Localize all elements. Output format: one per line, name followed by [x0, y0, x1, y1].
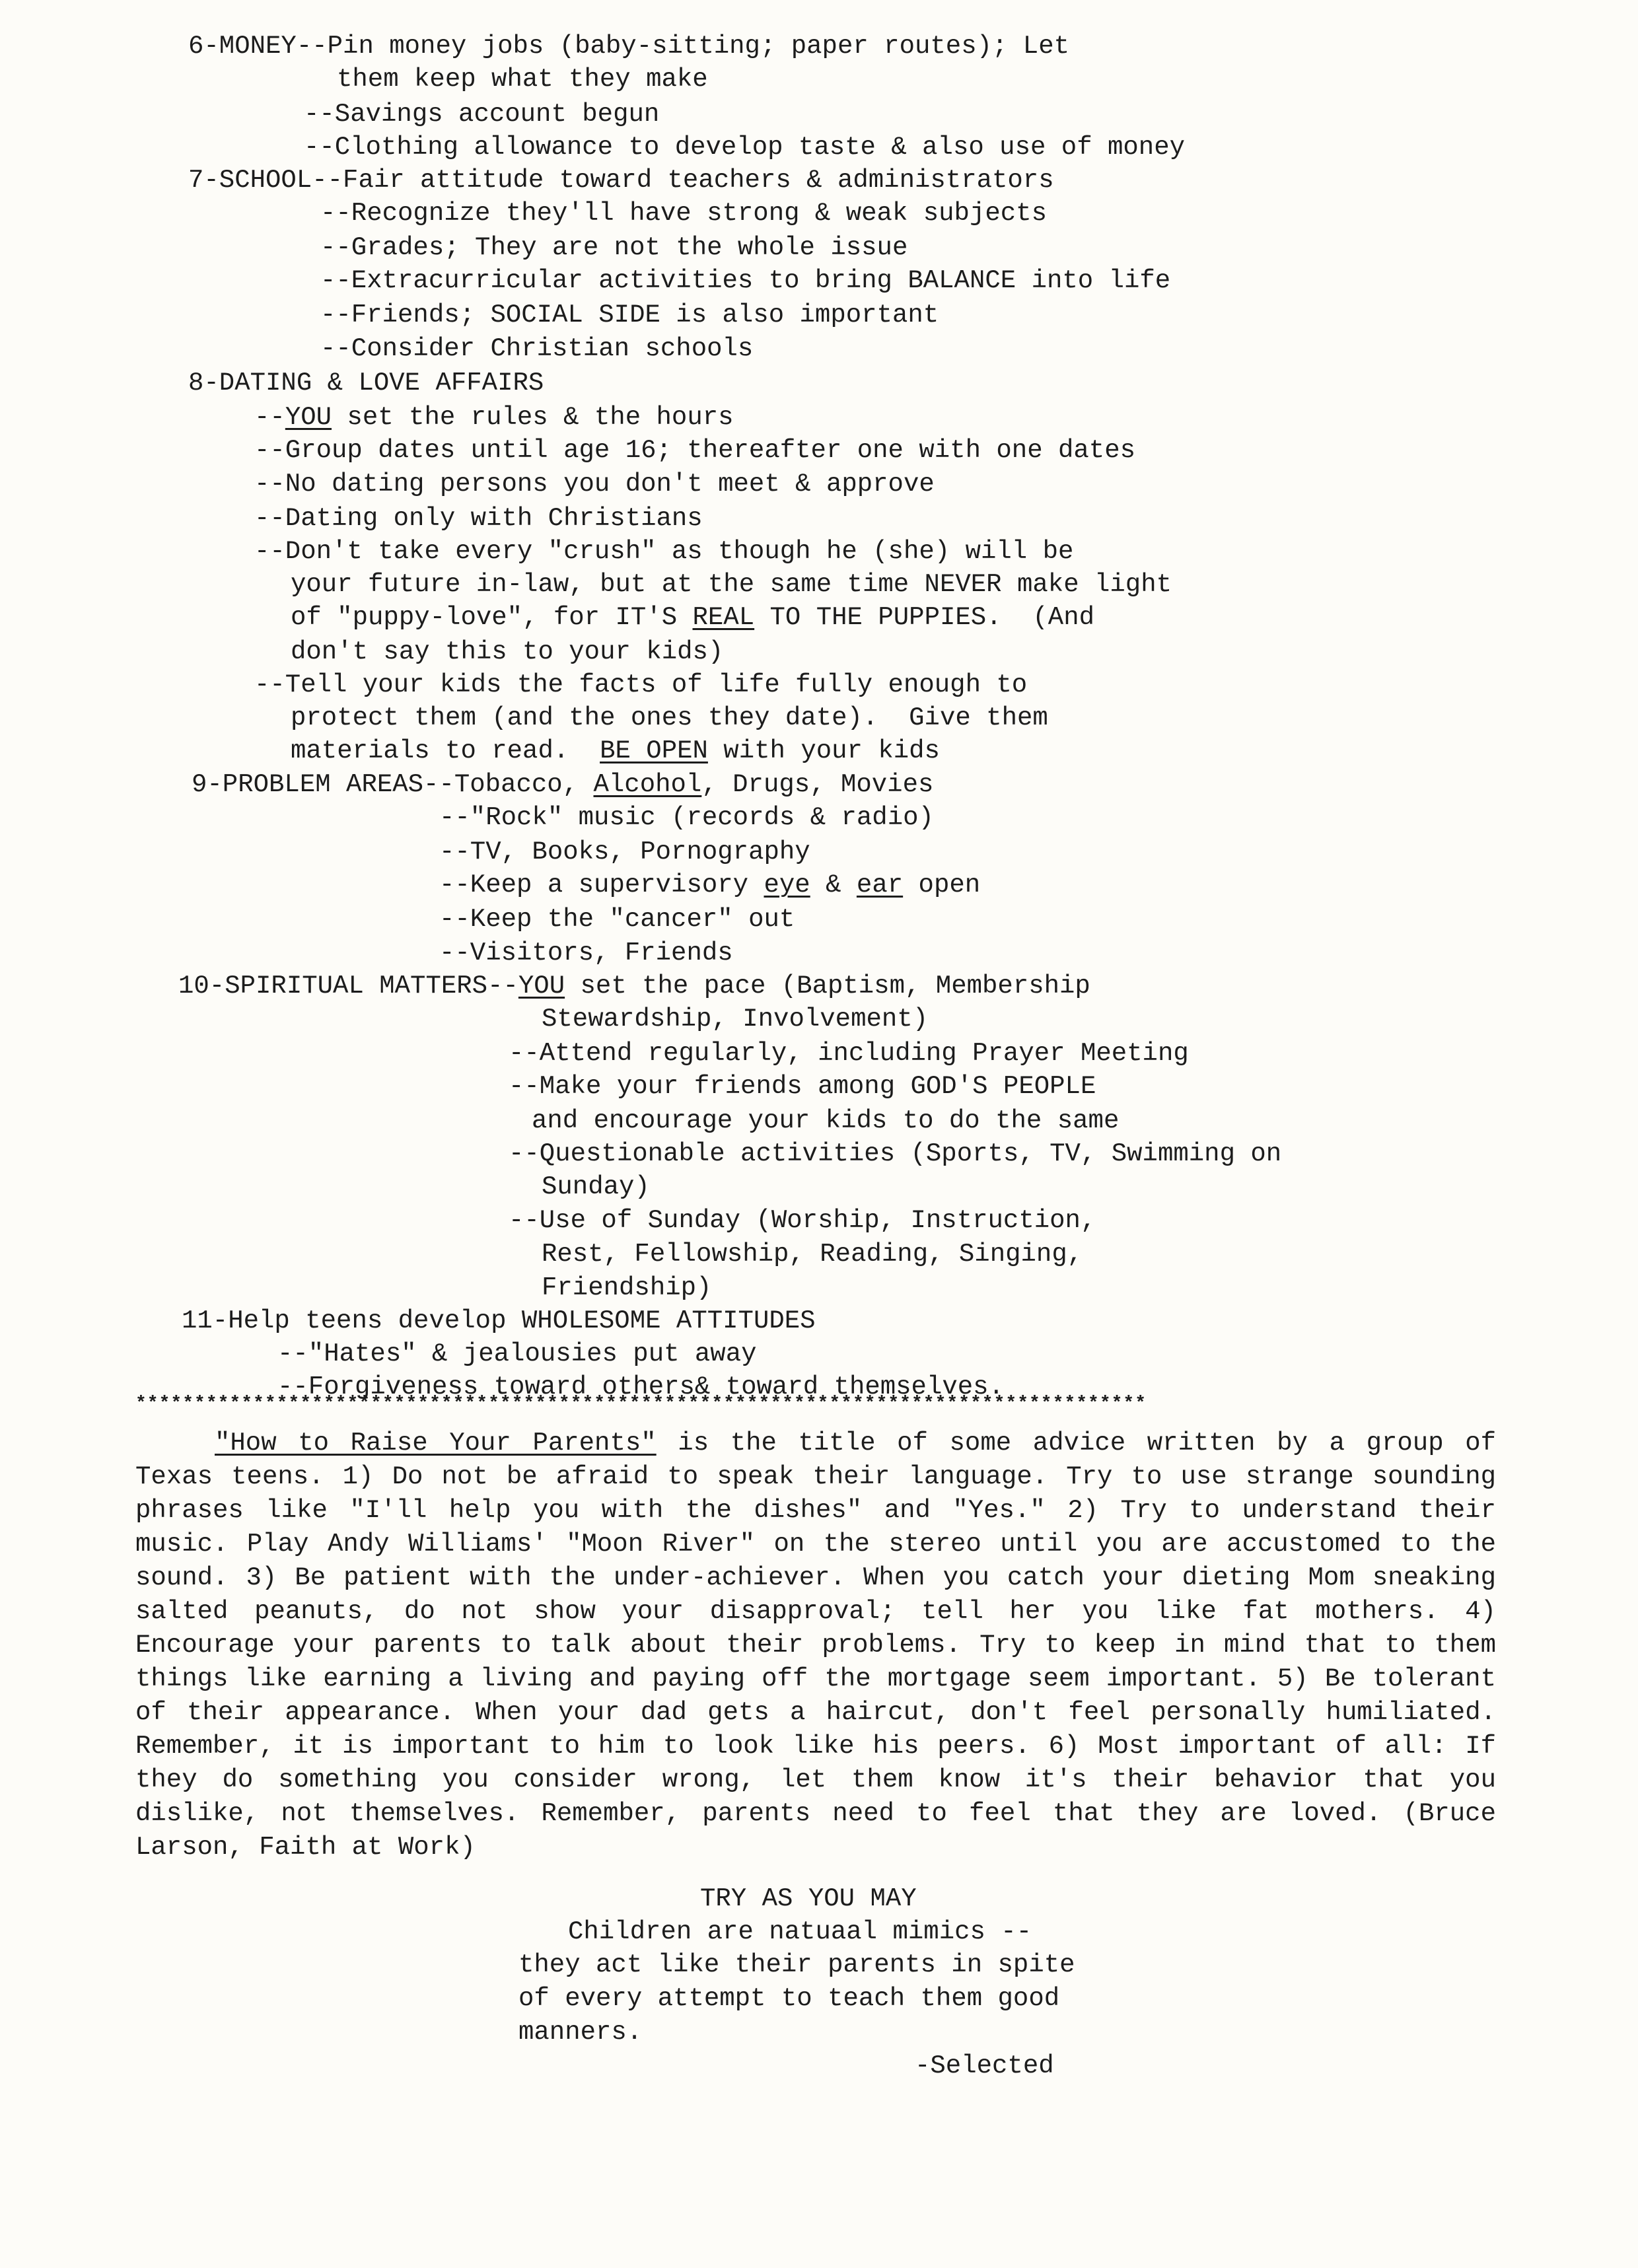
problem-line-5: --Keep the "cancer" out	[439, 905, 795, 934]
spiritual-line-5: and encourage your kids to do the same	[532, 1106, 1120, 1135]
problem-line-4-prefix: --Keep a supervisory	[439, 870, 764, 900]
attitudes-line-1: 11-Help teens develop WHOLESOME ATTITUDES	[182, 1306, 816, 1335]
attitudes-line-2: --"Hates" & jealousies put away	[277, 1339, 757, 1368]
dating-line-7-prefix: of "puppy-love", for IT'S	[291, 603, 693, 632]
money-line-4: --Clothing allowance to develop taste & also use of money	[304, 133, 1186, 162]
money-line-2: them keep what they make	[337, 65, 708, 94]
problem-line-6: --Visitors, Friends	[439, 939, 733, 968]
problem-line-4-mid: &	[810, 870, 857, 900]
dating-line-6: your future in-law, but at the same time NEVER make light	[291, 570, 1172, 599]
dating-line-1-prefix: --	[254, 403, 285, 432]
spiritual-line-7: Sunday)	[542, 1172, 650, 1201]
problem-line-2: --"Rock" music (records & radio)	[439, 803, 934, 832]
poem-line-3: of every attempt to teach them good	[518, 1984, 1060, 2013]
money-line-1: 6-MONEY--Pin money jobs (baby-sitting; paper routes); Let	[188, 32, 1070, 61]
poem-title: TRY AS YOU MAY	[700, 1884, 917, 1913]
dating-line-11-prefix: materials to read.	[291, 736, 600, 765]
asterisk-separator: **************************************************************************************	[135, 1394, 1147, 1414]
poem-credit: -Selected	[915, 2051, 1054, 2080]
article-title: "How to Raise Your Parents"	[215, 1429, 657, 1458]
school-line-4: --Extracurricular activities to bring BALANCE into life	[320, 266, 1171, 295]
dating-line-11	[291, 734, 940, 767]
spiritual-line-10: Friendship)	[542, 1273, 712, 1302]
article-paragraph	[135, 1427, 1496, 1864]
dating-line-1	[254, 401, 734, 434]
spiritual-line-6: --Questionable activities (Sports, TV, Swimming on	[509, 1139, 1282, 1168]
dating-heading: 8-DATING & LOVE AFFAIRS	[188, 369, 544, 398]
spiritual-line-9: Rest, Fellowship, Reading, Singing,	[542, 1240, 1083, 1269]
problem-line-1-underlined: Alcohol	[593, 770, 702, 799]
spiritual-line-1-underlined: YOU	[518, 972, 565, 1001]
dating-line-1-underlined: YOU	[285, 403, 332, 432]
dating-line-7-underlined: REAL	[692, 603, 755, 632]
dating-line-8: don't say this to your kids)	[291, 637, 724, 666]
spiritual-line-8: --Use of Sunday (Worship, Instruction,	[509, 1206, 1096, 1235]
poem-line-2: they act like their parents in spite	[518, 1950, 1075, 1979]
dating-line-11-suffix: with your kids	[707, 736, 940, 765]
school-line-6: --Consider Christian schools	[320, 334, 754, 363]
dating-line-2: --Group dates until age 16; thereafter one with one dates	[254, 436, 1136, 465]
dating-line-7	[291, 601, 1094, 634]
spiritual-line-4: --Make your friends among GOD'S PEOPLE	[509, 1072, 1096, 1101]
poem-line-1: Children are natuaal mimics --	[568, 1917, 1032, 1946]
problem-line-4	[439, 868, 980, 902]
school-line-3: --Grades; They are not the whole issue	[320, 233, 908, 262]
school-line-1: 7-SCHOOL--Fair attitude toward teachers & administrators	[188, 166, 1054, 195]
dating-line-9: --Tell your kids the facts of life fully enough to	[254, 670, 1028, 699]
problem-line-3: --TV, Books, Pornography	[439, 837, 810, 867]
poem-line-4: manners.	[518, 2018, 643, 2047]
problem-line-4-ear: ear	[856, 870, 904, 900]
attitudes-line-3: --Forgiveness toward others& toward themselves.	[277, 1372, 1004, 1401]
dating-line-4: --Dating only with Christians	[254, 504, 703, 533]
dating-line-5: --Don't take every "crush" as though he (she) will be	[254, 537, 1074, 566]
spiritual-line-3: --Attend regularly, including Prayer Meeting	[509, 1039, 1189, 1068]
spiritual-line-1	[178, 970, 1090, 1003]
problem-line-1-suffix: , Drugs, Movies	[701, 770, 934, 799]
dating-line-7-suffix: TO THE PUPPIES. (And	[754, 603, 1095, 632]
spiritual-line-1-prefix: 10-SPIRITUAL MATTERS--	[178, 972, 518, 1001]
problem-line-1	[192, 768, 933, 801]
article-body: is the title of some advice written by a group of Texas teens. 1) Do not be afraid to speak their language. Try to use strange sounding phrases like "I'll help you with the dishes" and "Yes." 2) Try to understand their music. Play Andy Williams' "Moon River" on the stereo until you are accustomed to the sound. 3) Be patient with the under-achiever. When you catch your dieting Mom sneaking salted peanuts, do not show your disapproval; tell her you like fat mothers. 4) Encourage your parents to talk about their problems. Try to keep in mind that to them things like earning a living and paying off the mortgage seem important. 5) Be tolerant of their appearance. When your dad gets a haircut, don't feel personally humiliated. Remember, it is important to him to look like his peers. 6) Most important of all: If they do something you consider wrong, let them know it's their behavior that you dislike, not themselves. Remember, parents need to feel that they are loved. (Bruce Larson, Faith at Work)	[135, 1429, 1496, 1862]
problem-line-1-prefix: 9-PROBLEM AREAS--Tobacco,	[192, 770, 594, 799]
dating-line-1-suffix: set the rules & the hours	[332, 403, 734, 432]
school-line-2: --Recognize they'll have strong & weak subjects	[320, 199, 1047, 228]
problem-line-4-suffix: open	[903, 870, 981, 900]
dating-line-3: --No dating persons you don't meet & approve	[254, 470, 935, 499]
dating-line-11-underlined: BE OPEN	[600, 736, 708, 765]
spiritual-line-2: Stewardship, Involvement)	[542, 1005, 929, 1034]
school-line-5: --Friends; SOCIAL SIDE is also important	[320, 301, 939, 330]
money-line-3: --Savings account begun	[304, 100, 660, 129]
dating-line-10: protect them (and the ones they date). Give them	[291, 703, 1048, 732]
problem-line-4-eye: eye	[764, 870, 810, 900]
spiritual-line-1-suffix: set the pace (Baptism, Membership	[565, 972, 1090, 1001]
